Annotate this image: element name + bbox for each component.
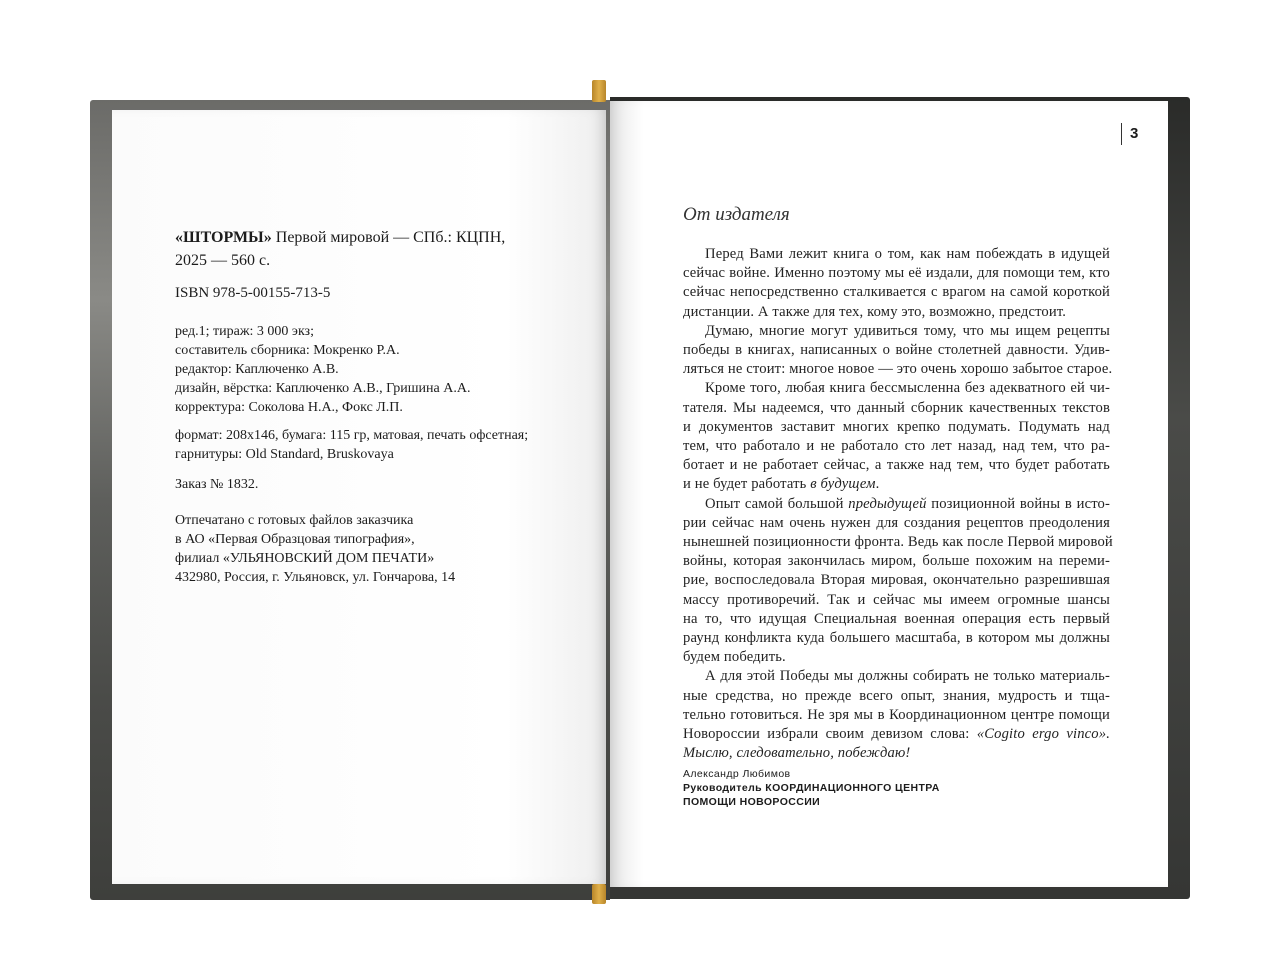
- imprint-format-line: формат: 208х146, бумага: 115 гр, матовая, печать офсетная;: [175, 428, 529, 443]
- text-line: нынешней позиционности фронта. Ведь как после Первой мировой: [683, 534, 1113, 551]
- text-line: на то, что идущая Специальная военная операция есть первый: [683, 610, 1110, 627]
- imprint-printer-line: филиал «УЛЬЯНОВСКИЙ ДОМ ПЕЧАТИ»: [175, 551, 435, 566]
- text-line: ляться не стоит: многое новое — это очень хорошо забытое старое.: [683, 361, 1113, 378]
- signature: [683, 767, 940, 809]
- text-fragment: Опыт самой большой: [705, 495, 849, 512]
- imprint-credit-line: ред.1; тираж: 3 000 экз;: [175, 324, 314, 339]
- imprint-isbn: ISBN 978-5-00155-713-5: [175, 285, 331, 301]
- spine-headband-bottom: [592, 884, 606, 904]
- text-line: массу противоречий. Так и сейчас мы имеем огромные шансы: [683, 591, 1110, 608]
- text-line: дистанции. А также для тех, кому это, возможно, предстоит.: [683, 303, 1067, 320]
- text-line: тельно готовиться. Не зря мы в Координационном центре помощи: [683, 706, 1110, 723]
- text-line: Перед Вами лежит книга о том, как нам побеждать в идущей: [705, 246, 1110, 262]
- imprint-order: Заказ № 1832.: [175, 477, 259, 492]
- page-number: 3: [1121, 123, 1138, 145]
- imprint-title-rest: Первой мировой — СПб.: КЦПН,: [271, 229, 506, 246]
- imprint-printer-line: 432980, Россия, г. Ульяновск, ул. Гончарова, 14: [175, 570, 456, 585]
- imprint-title: [175, 226, 505, 272]
- text-fragment: и не будет работать: [683, 476, 811, 493]
- text-line: рии сейчас нам очень нужен для создания рецептов преодоления: [683, 514, 1110, 531]
- text-line: ботает и не работает сейчас, а также над тем, что будет работать: [683, 457, 1110, 474]
- text-line: [683, 725, 1110, 744]
- imprint-credit-line: корректура: Соколова Н.А., Фокс Л.П.: [175, 400, 403, 415]
- text-line: Думаю, многие могут удивиться тому, что мы ищем рецепты: [705, 322, 1110, 339]
- text-line: [683, 744, 1110, 763]
- text-emphasis: «Cogito ergo vinco».: [976, 726, 1110, 743]
- text-line: тем, что работало и не работало сто лет назад, над тем, что ра-: [683, 438, 1110, 455]
- text-line: сейчас войне. Именно поэтому мы её издали, для помощи тем, кто: [683, 265, 1110, 282]
- signature-name: Александр Любимов: [683, 768, 791, 780]
- text-line: Кроме того, любая книга бессмысленна без адекватного ей чи-: [705, 380, 1110, 397]
- imprint-printer-line: Отпечатано с готовых файлов заказчика: [175, 513, 414, 528]
- signature-role: ПОМОЩИ НОВОРОССИИ: [683, 796, 821, 808]
- text-line: будем победить.: [683, 649, 786, 666]
- section-title: От издателя: [683, 204, 790, 225]
- text-emphasis: предыдущей: [848, 495, 927, 512]
- text-line: сейчас непосредственно сталкивается с врагом на самой короткой: [683, 284, 1110, 301]
- imprint-credits: [175, 322, 470, 417]
- imprint-credit-line: дизайн, вёрстка: Каплюченко А.В., Гришина А.А.: [175, 381, 471, 396]
- body-text: [683, 245, 1113, 763]
- imprint-format: [175, 426, 528, 464]
- text-line: рие, воспоследовала Вторая мировая, окончательно разрешившая: [683, 572, 1110, 589]
- imprint-format-line: гарнитуры: Old Standard, Bruskovaya: [175, 447, 394, 462]
- text-emphasis: Мыслю, следовательно, побеждаю!: [683, 745, 911, 762]
- text-line: [683, 495, 1110, 514]
- imprint-printer-line: в АО «Первая Образцовая типография»,: [175, 532, 415, 547]
- text-line: победы в книгах, написанных о войне столетней давности. Удив-: [683, 342, 1110, 359]
- text-line: войны, которая закончилась миром, больше похожим на переми-: [683, 553, 1110, 570]
- text-emphasis: в будущем: [810, 476, 876, 493]
- imprint-title-line2: 2025 — 560 с.: [175, 252, 271, 269]
- imprint-credit-line: редактор: Каплюченко А.В.: [175, 362, 339, 377]
- text-line: ные средства, но прежде всего опыт, знания, мудрость и тща-: [683, 687, 1110, 704]
- text-line: [683, 475, 1110, 494]
- text-fragment: позиционной войны в исто-: [926, 495, 1110, 512]
- imprint-printer: [175, 511, 455, 587]
- imprint-credit-line: составитель сборника: Мокренко Р.А.: [175, 343, 400, 358]
- text-line: А для этой Победы мы должны собирать не только материаль-: [705, 668, 1110, 685]
- text-line: раунд конфликта куда большего масштаба, в котором мы должны: [683, 630, 1110, 647]
- signature-role: Руководитель КООРДИНАЦИОННОГО ЦЕНТРА: [683, 782, 940, 794]
- text-line: и документов заставит многих крепко подумать. Подумать над: [683, 418, 1110, 435]
- text-fragment: .: [875, 476, 880, 493]
- spine-headband-top: [592, 80, 606, 102]
- text-line: тателя. Мы надеемся, что данный сборник качественных текстов: [683, 399, 1110, 416]
- text-fragment: Новороссии избрали своим девизом слова:: [683, 726, 977, 743]
- imprint-title-brand: «ШТОРМЫ»: [175, 229, 272, 246]
